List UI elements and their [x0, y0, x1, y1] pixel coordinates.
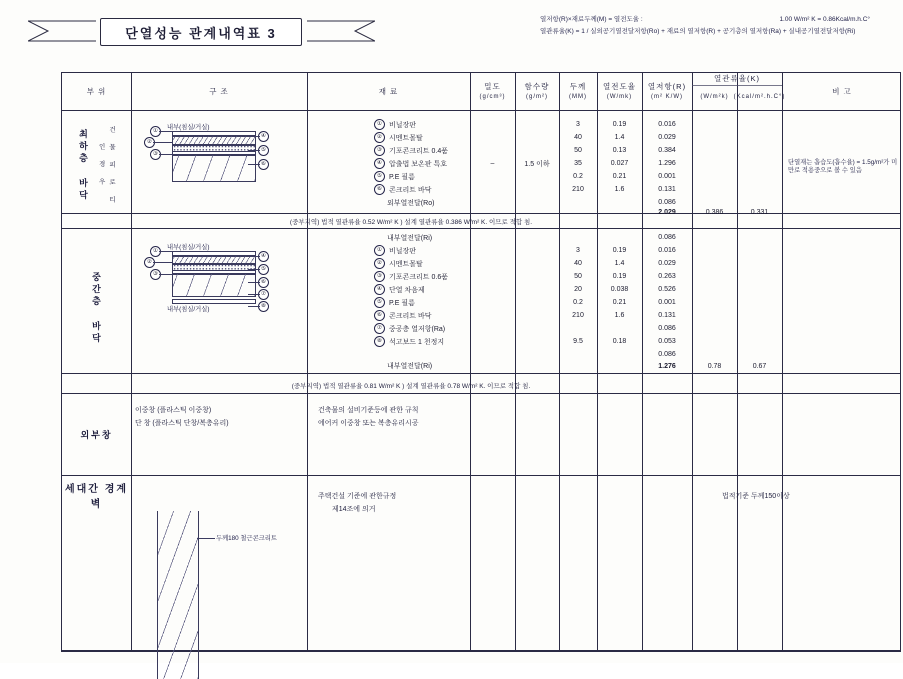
window-material-line-1: 건축물의 설비기준등에 관한 규칙 — [318, 407, 419, 414]
column-header-transmittance-w: (W/m²k) — [700, 94, 729, 100]
resistance-value: 0.029 — [658, 260, 676, 267]
thickness-value: 40 — [574, 260, 582, 267]
resistance-value: 0.526 — [658, 286, 676, 293]
material-row: ⑥ 콘크리트 바닥 — [368, 183, 531, 196]
section-part-label-4: 세대간 경계벽 — [64, 484, 129, 510]
section-footnote-1: (중부지역) 법적 열관류율 0.52 W/m² K ) 설계 열관류율 0.386 W/m² K. 이므로 적합 침. — [289, 218, 533, 226]
resistance-value: 0.016 — [658, 121, 676, 128]
column-header-material: 재 료 — [378, 86, 399, 96]
resistance-value: 0.131 — [658, 186, 676, 193]
conductivity-value: 0.027 — [610, 160, 629, 167]
conductivity-value: 1.4 — [614, 134, 625, 141]
material-row: ③ 기포콘크리트 0.6품 — [368, 270, 531, 283]
material-row: ① 비닐장판 — [368, 244, 531, 257]
section-remark-1: 단열재는 흡습도(흡수율) = 1.5g/m²가 미만로 적용중으로 볼 수 있음 — [788, 159, 898, 175]
insulation-performance-table: 부 위 구 조 재 료 밀도 (g/cm³) 함수량 (g/m²) 두께 (MM) 열전도율 (W/mk) 열저항(R) (m² K/W) 열관류율(K) (W/m²k) (Kcal/m².h.C°) 비 고 최하층 바닥 건 물 피 로 티 인 경 우 내부(침실/거실) ① ② ③ ④ ⑤ ⑥ ① 비닐장판 ② 시멘트몰탈 ③ 기포콘크리트 0.4품 ④ 압출법 보온판 특호 ⑤ P.E 필름 ⑥ 콘크리트 바닥 외부열전달(Ro) – 1.5 이하 3 40 50 35 0.2 210 0.19 1.4 0.13 0.027 0.21 1.6 0.016 0.029 0.384 1.296 0.001 0.131 0.086 2.029 0.386 0.331 단열재는 흡습도(흡수율) = 1.5g/m²가 미만로 적용중으로 볼 수 있음 (중부지역) 법적 열관류율 0.52 W/m² K ) 설계 열관류율 0.386 W/m² K. 이므로 적합 침. 중간층 바닥 내부(침실/거실) 내부(침실/거실) ① ② ③ ④ ⑤ ⑥ ⑦ ⑧ 내부열전달(Ri) ① 비닐장판 ② 시멘트몰탈 ③ 기포콘크리트 0.6품 ④ 단열 차음제 ⑤ P.E 필름 ⑥ 콘크리트 바닥 ⑦ 중공층 열저항(Ra) ⑧ 석고보드 1 천정지 내부열전달(Ri) 3 40 50 20 0.2 210 9.5 0.19 1.4 0.19 0.038 0.21 1.6 0.18 0.086 0.016 0.029 0.263 0.526 0.001 0.131 0.086 0.053 0.086 1.276 0.78 0.67 (중부지역) 법적 열관류율 0.81 W/m² K ) 설계 열관류율 0.78 W/m² K. 이므로 적합 침. 외부창 이중창 (플라스틱 이중창) 단 창 (플라스틱 단창/복층유리) 건축물의 설비기준등에 관한 규칙 에어커 이중창 또는 복층유리시공 세대간 경계벽 주택건설 기준에 관한규정 제14조에 의거 법적기준 두께150이상 두께180 철근콘크리트 — [61, 72, 901, 652]
material-row: ④ 단열 차음제 — [368, 283, 531, 296]
formula-row — [540, 26, 870, 38]
section-footnote-2: (중부지역) 법적 열관류율 0.81 W/m² K ) 설계 열관류율 0.78 W/m² K. 이므로 적합 침. — [291, 382, 531, 390]
resistance-value: 0.086 — [658, 199, 676, 206]
window-structure-line-2: 단 창 (플라스틱 단창/복층유리) — [135, 420, 229, 427]
formula-legend — [540, 14, 870, 39]
conductivity-value: 1.6 — [614, 186, 625, 193]
wall-material-line-1: 주택건설 기준에 관한규정 — [318, 493, 397, 500]
row-divider — [62, 475, 900, 476]
resistance-value: 0.263 — [658, 273, 676, 280]
transmittance-w-value: 0.386 — [705, 209, 724, 216]
thickness-value: 50 — [574, 147, 582, 154]
thickness-value: 0.2 — [573, 173, 583, 180]
formula-row — [540, 14, 870, 26]
transmittance-kcal-value: 0.331 — [750, 209, 769, 216]
material-row: ③ 기포콘크리트 0.4품 — [368, 144, 531, 157]
row-divider — [62, 228, 900, 229]
conductivity-value: 0.21 — [612, 173, 627, 180]
thickness-value: 210 — [572, 312, 584, 319]
material-row: ① 비닐장판 — [368, 118, 531, 131]
column-header-conductivity: 열전도율 (W/mk) — [603, 82, 636, 100]
section-part-sublabel-1: 건 물 피 로 티 인 경 우 — [97, 125, 115, 205]
column-header-transmittance-kcal: (Kcal/m².h.C°) — [733, 94, 786, 100]
resistance-value: 0.384 — [658, 147, 676, 154]
resistance-value: 0.001 — [658, 299, 676, 306]
material-row: ④ 압출법 보온판 특호 — [368, 157, 531, 170]
material-row: ② 시멘트몰탈 — [368, 131, 531, 144]
thickness-value: 50 — [574, 273, 582, 280]
thickness-value: 35 — [574, 160, 582, 167]
column-header-density: 밀도 (g/cm³) — [479, 82, 506, 100]
material-row: ⑤ P.E 필름 — [368, 296, 531, 309]
column-divider — [782, 73, 783, 651]
column-header-moisture: 함수량 (g/m²) — [524, 82, 550, 100]
wall-remark: 법적기준 두께150이상 — [722, 493, 790, 500]
section-part-label-3: 외부창 — [80, 429, 113, 440]
conductivity-value: 0.19 — [612, 247, 627, 254]
column-header-remark: 비 고 — [832, 86, 852, 96]
total-resistance-value: 1.276 — [658, 363, 676, 370]
material-row: ⑥ 콘크리트 바닥 — [368, 309, 531, 322]
page-title: 단열성능 관계내역표 3 — [125, 25, 277, 41]
material-row: ⑧ 석고보드 1 천정지 — [368, 335, 531, 348]
material-row: ⑤ P.E 필름 — [368, 170, 531, 183]
resistance-value: 0.016 — [658, 247, 676, 254]
window-material-line-2: 에어커 이중창 또는 복층유리시공 — [318, 420, 419, 427]
column-header-part: 부 위 — [86, 86, 107, 96]
row-divider — [62, 373, 900, 374]
formula-label: 열저항(R)×재료두께(M) = 열전도율 : — [540, 16, 643, 23]
column-header-structure: 구 조 — [209, 86, 229, 96]
conductivity-value: 1.4 — [614, 260, 625, 267]
resistance-value: 0.029 — [658, 134, 676, 141]
thickness-value: 0.2 — [573, 299, 583, 306]
material-row: 외부열전달(Ro) — [387, 199, 435, 207]
resistance-value: 0.086 — [658, 325, 676, 332]
formula-label: 열관류율(K) = 1 / 실외공기열전달저항(Ro) + 재료의 열저항(R) + 공기층의 열저항(Ra) + 실내공기열전달저항(Ri) — [540, 28, 856, 36]
density-value: – — [490, 160, 495, 167]
transmittance-kcal-value: 0.67 — [752, 363, 767, 370]
resistance-value: 1.296 — [658, 160, 676, 167]
material-row: 내부열전달(Ri) — [387, 362, 433, 370]
document-title-banner — [100, 18, 302, 46]
conductivity-value: 0.18 — [612, 338, 627, 345]
resistance-value: 0.086 — [658, 234, 676, 241]
thickness-value: 3 — [576, 247, 580, 254]
formula-value: 1.00 W/m² K = 0.86Kcal/m.h.C° — [779, 16, 870, 23]
conductivity-value: 0.19 — [612, 121, 627, 128]
resistance-value: 0.131 — [658, 312, 676, 319]
resistance-value: 0.001 — [658, 173, 676, 180]
section-part-label-1: 최하층 바닥 — [78, 128, 88, 202]
thickness-value: 20 — [574, 286, 582, 293]
conductivity-value: 1.6 — [614, 312, 625, 319]
section-part-label-2: 중간층 바닥 — [91, 271, 101, 345]
resistance-value: 0.053 — [658, 338, 676, 345]
thickness-value: 40 — [574, 134, 582, 141]
row-divider — [62, 110, 900, 111]
conductivity-value: 0.038 — [610, 286, 629, 293]
zigzag-left-decoration — [28, 18, 98, 44]
wall-material-line-2: 제14조에 의거 — [332, 506, 376, 513]
column-header-resistance: 열저항(R) (m² K/W) — [647, 82, 687, 100]
thickness-value: 210 — [572, 186, 584, 193]
zigzag-right-decoration — [305, 18, 375, 44]
column-header-transmittance-group: 열관류율(K) — [714, 74, 760, 84]
column-header-thickness: 두께 (MM) — [569, 82, 587, 100]
transmittance-w-value: 0.78 — [707, 363, 722, 370]
moisture-value: 1.5 이하 — [524, 160, 550, 168]
resistance-value: 0.086 — [658, 351, 676, 358]
conductivity-value: 0.21 — [612, 299, 627, 306]
window-structure-line-1: 이중창 (플라스틱 이중창) — [135, 407, 212, 414]
thickness-value: 3 — [576, 121, 580, 128]
material-row: 내부열전달(Ri) — [387, 234, 433, 242]
conductivity-value: 0.13 — [612, 147, 627, 154]
total-resistance-value: 2.029 — [658, 209, 676, 216]
material-row: ⑦ 중공층 열저항(Ra) — [368, 322, 531, 335]
column-divider — [131, 73, 132, 651]
column-divider — [307, 73, 308, 651]
thickness-value: 9.5 — [573, 338, 583, 345]
row-divider — [62, 393, 900, 394]
conductivity-value: 0.19 — [612, 273, 627, 280]
material-row: ② 시멘트몰탈 — [368, 257, 531, 270]
